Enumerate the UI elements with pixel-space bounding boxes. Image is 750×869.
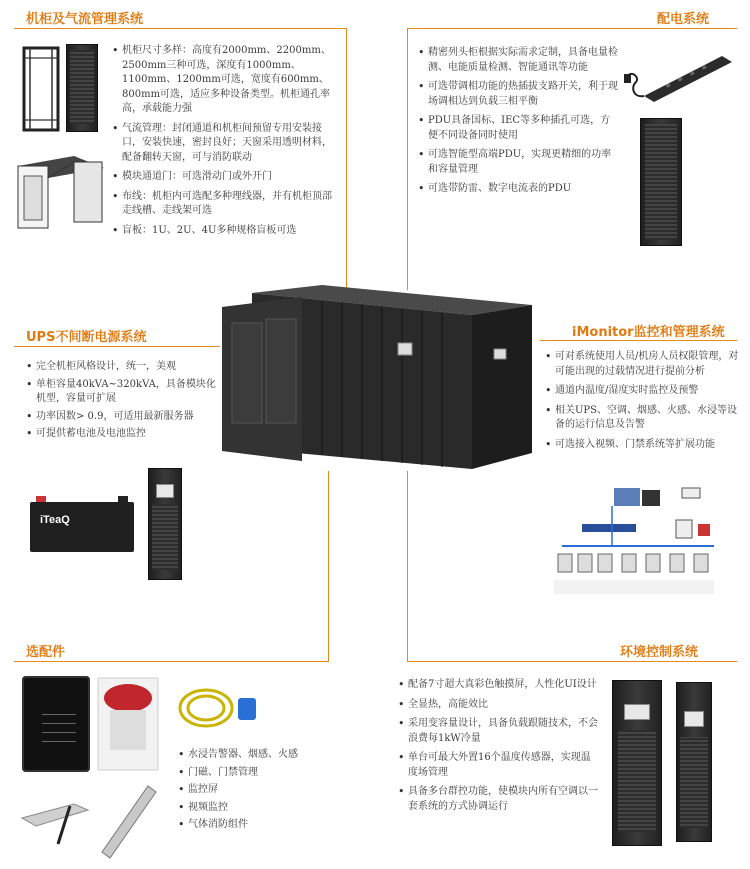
- list-item: • 模块通道门：可选滑动门或外开门: [112, 170, 337, 185]
- list-item: • 精密列头柜根据实际需求定制，具备电量检测、电能质量检测、智能通讯等功能: [418, 46, 618, 75]
- list-item: • 单台可最大外置16个温度传感器，实现温度场管理: [398, 751, 598, 780]
- ups-feature-list: [26, 360, 222, 445]
- section-title-environment: 环境控制系统: [620, 645, 699, 660]
- water-leak-sensor-image: [174, 680, 264, 736]
- air-conditioner-large-image: [612, 680, 662, 846]
- list-item: • 气体消防组件: [178, 818, 328, 833]
- list-item: • PDU具备国标、IEC等多种插孔可选，方便不同设备同时使用: [418, 114, 618, 143]
- list-item: • 单柜容量40kVA~320kVA，具备模块化机型，容量可扩展: [26, 378, 222, 407]
- cabinet-feature-list: [112, 44, 337, 243]
- list-item: • 可对系统使用人员/机房人员权限管理，对可能出现的过载情况进行提前分析: [545, 350, 741, 379]
- modular-datacenter-image: [222, 283, 540, 473]
- connector-accessories: [328, 471, 329, 662]
- list-item: • 采用变容量设计，具备负载跟随技术，不会浪费每1kW冷量: [398, 717, 598, 746]
- list-item: • 可选智能型高端PDU，实现更精细的功率和容量管理: [418, 148, 618, 177]
- list-item: • 可提供蓄电池及电池监控: [26, 427, 222, 442]
- section-title-accessories: 选配件: [26, 645, 66, 660]
- divider-environment: [407, 661, 737, 662]
- list-item: • 气流管理：封闭通道和机柜间预留专用安装接口，安装快速，密封良好；天窗采用透明材料，配备翻转天窗，可与消防联动: [112, 122, 337, 166]
- ups-cabinet-image: [148, 468, 182, 580]
- access-control-panel-image: [22, 676, 90, 772]
- imonitor-feature-list: [545, 350, 741, 457]
- divider-cabinet: [14, 28, 346, 29]
- monitoring-topology-diagram: [552, 484, 724, 602]
- accessories-list: [178, 748, 328, 836]
- list-item: • 门磁、门禁管理: [178, 766, 328, 781]
- sms-modem-image: [18, 786, 94, 846]
- list-item: • 可选接入视频、门禁系统等扩展功能: [545, 438, 741, 453]
- connector-environment: [407, 471, 408, 662]
- list-item: • 配备7寸超大真彩色触摸屏，人性化UI设计: [398, 678, 598, 693]
- section-title-cabinet: 机柜及气流管理系统: [26, 12, 144, 27]
- divider-accessories: [14, 661, 328, 662]
- aisle-containment-image: [14, 152, 106, 232]
- list-item: • 水浸告警器、烟感、火感: [178, 748, 328, 763]
- pdu-strip-image: [622, 48, 736, 108]
- power-cabinet-image: [640, 118, 682, 246]
- list-item: • 完全机柜风格设计，统一，美观: [26, 360, 222, 375]
- section-title-ups: UPS不间断电源系统: [26, 330, 147, 345]
- divider-power: [407, 28, 737, 29]
- list-item: • 全显热，高能效比: [398, 698, 598, 713]
- alarm-siren-image: [96, 676, 160, 772]
- list-item: • 机柜尺寸多样：高度有2000mm、2200mm、2500mm三种可选，深度有1000mm、1100mm、1200mm可选，宽度有600mm、800mm可选，适应多种设备类型。机柜通孔率高，承载能力强: [112, 44, 337, 117]
- list-item: • 布线：机柜内可选配多种理线器，并有机柜顶部走线槽、走线架可选: [112, 190, 337, 219]
- power-feature-list: [418, 46, 618, 202]
- connector-cabinet: [346, 28, 347, 300]
- environment-feature-list: [398, 678, 598, 819]
- connector-power: [407, 28, 408, 290]
- list-item: • 具备多台群控功能，使模块内所有空调以一套系统的方式协调运行: [398, 785, 598, 814]
- list-item: • 可选带防雷、数字电流表的PDU: [418, 182, 618, 197]
- list-item: • 监控屏: [178, 783, 328, 798]
- section-title-power: 配电系统: [657, 12, 710, 27]
- list-item: • 相关UPS、空调、烟感、火感、水浸等设备的运行信息及告警: [545, 404, 741, 433]
- divider-imonitor: [540, 340, 737, 341]
- magnetic-lock-image: [96, 780, 160, 860]
- battery-image: [30, 502, 134, 552]
- list-item: • 可选带调相功能的热插拔支路开关，利于现场调相达到负载三相平衡: [418, 80, 618, 109]
- list-item: • 通道内温度/湿度实时监控及预警: [545, 384, 741, 399]
- divider-ups: [14, 346, 220, 347]
- list-item: • 盲板：1U、2U、4U多种规格盲板可选: [112, 224, 337, 239]
- closed-rack-image: [66, 44, 98, 132]
- list-item: • 视频监控: [178, 801, 328, 816]
- list-item: • 功率因数> 0.9，可适用最新服务器: [26, 410, 222, 425]
- battery-brand-label: iTeaQ: [40, 514, 70, 526]
- open-rack-image: [22, 46, 60, 132]
- air-conditioner-small-image: [676, 682, 712, 842]
- section-title-imonitor: iMonitor监控和管理系统: [572, 325, 725, 340]
